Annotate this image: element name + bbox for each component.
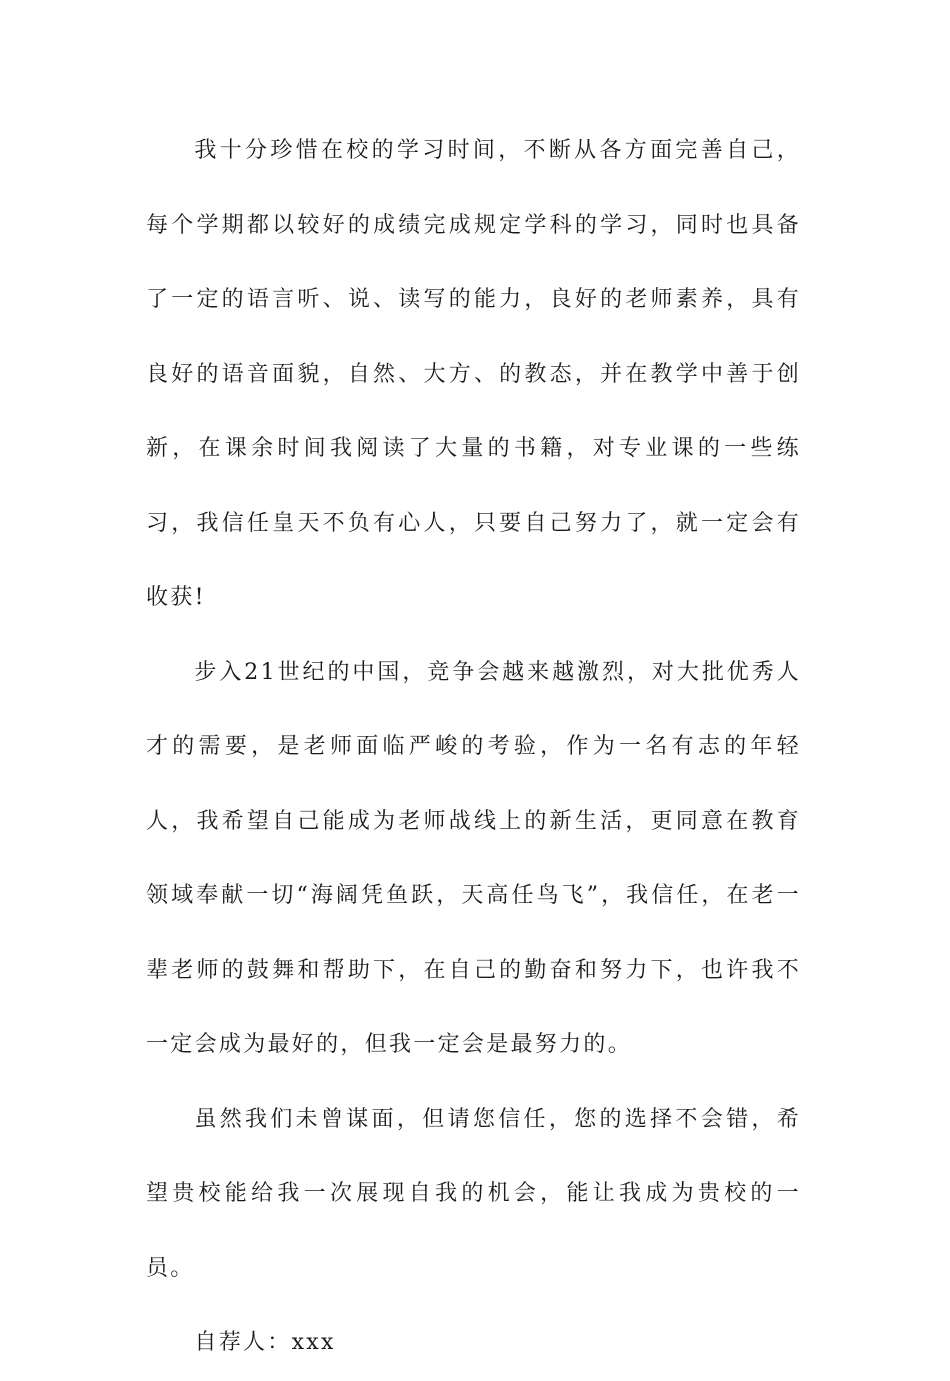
document-body <box>146 114 801 1381</box>
paragraph-1: 我十分珍惜在校的学习时间，不断从各方面完善自己，每个学期都以较好的成绩完成规定学科的学习，同时也具备了一定的语言听、说、读写的能力，良好的老师素养，具有良好的语音面貌，自然、大方、的教态，并在教学中善于创新，在课余时间我阅读了大量的书籍，对专业课的一些练习，我信任皇天不负有心人，只要自己努力了，就一定会有收获! <box>146 138 801 610</box>
paragraph-2: 步入21世纪的中国，竞争会越来越激烈，对大批优秀人才的需要，是老师面临严峻的考验，作为一名有志的年轻人，我希望自己能成为老师战线上的新生活，更同意在教育领域奉献一切“海阔凭鱼跃，天高任鸟飞”，我信任，在老一辈老师的鼓舞和帮助下，在自己的勤奋和努力下，也许我不一定会成为最好的，但我一定会是最努力的。 <box>146 659 801 1057</box>
paragraph-3: 虽然我们未曾谋面，但请您信任，您的选择不会错，希望贵校能给我一次展现自我的机会，能让我成为贵校的一员。 <box>146 1106 801 1281</box>
signature-line: 自荐人：xxx <box>194 1330 336 1355</box>
